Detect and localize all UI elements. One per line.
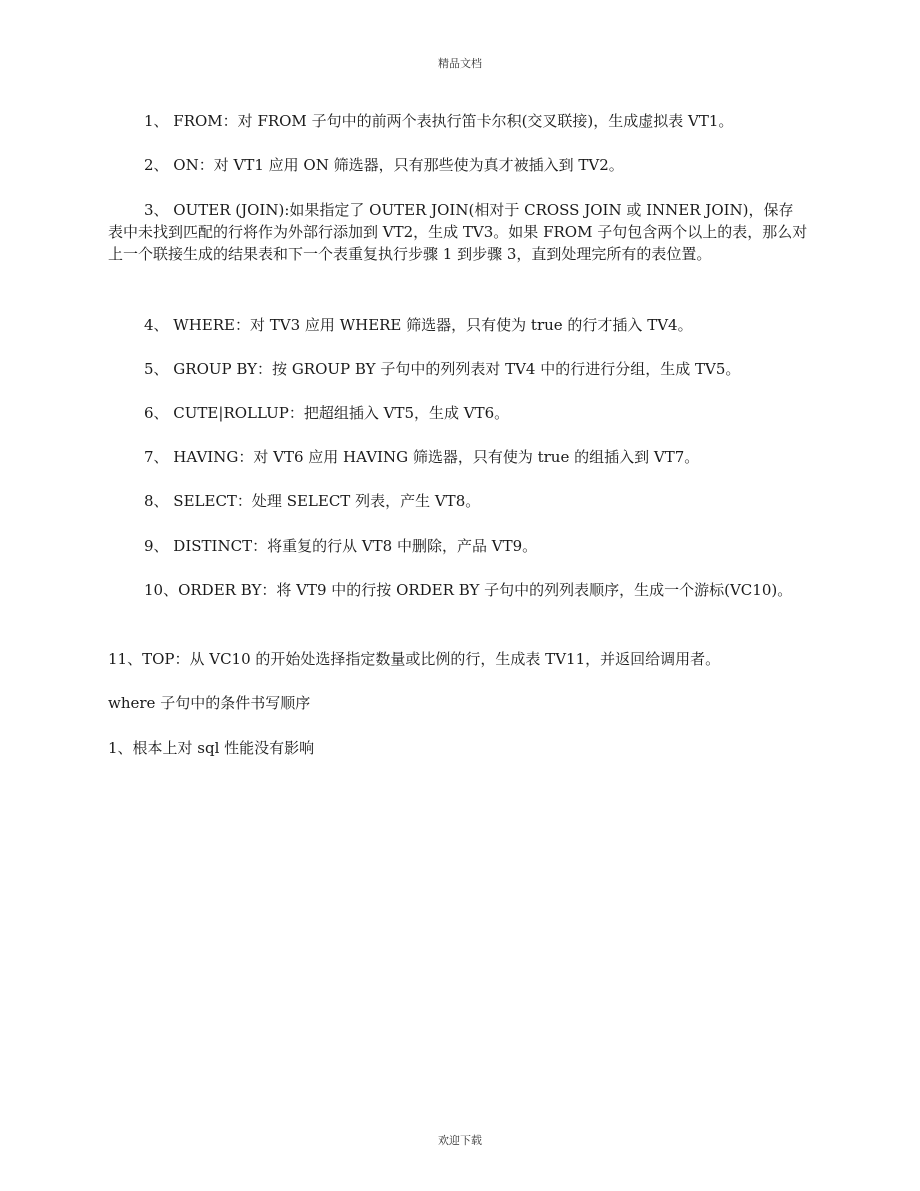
step-11: 11、TOP：从 VC10 的开始处选择指定数量或比例的行，生成表 TV11，并返回给调用者。 xyxy=(108,650,721,668)
section-heading: where 子句中的条件书写顺序 xyxy=(108,694,311,712)
step-10: 10、ORDER BY：将 VT9 中的行按 ORDER BY 子句中的列列表顺序，生成一个游标(VC10)。 xyxy=(144,581,793,599)
step-2: 2、 ON：对 VT1 应用 ON 筛选器，只有那些使为真才被插入到 TV2。 xyxy=(144,156,624,174)
step-1: 1、 FROM：对 FROM 子句中的前两个表执行笛卡尔积(交叉联接)，生成虚拟表 VT1。 xyxy=(144,112,734,130)
step-9: 9、 DISTINCT：将重复的行从 VT8 中删除，产品 VT9。 xyxy=(144,537,538,555)
step-5: 5、 GROUP BY：按 GROUP BY 子句中的列列表对 TV4 中的行进行分组，生成 TV5。 xyxy=(144,360,741,378)
section-item-1: 1、根本上对 sql 性能没有影响 xyxy=(108,739,315,757)
page-footer: 欢迎下载 xyxy=(438,1134,482,1147)
step-6: 6、 CUTE|ROLLUP：把超组插入 VT5，生成 VT6。 xyxy=(144,404,510,422)
step-3: 3、 OUTER (JOIN):如果指定了 OUTER JOIN(相对于 CROSS JOIN 或 INNER JOIN)，保存表中未找到匹配的行将作为外部行添加到 VT2，生成 TV3。如果 FROM 子句包含两个以上的表，那么对上一个联接生成的结果表和下一个表重复执行步骤 1 到步骤 3，直到处理完所有的表位置。 xyxy=(108,201,808,263)
step-8: 8、 SELECT：处理 SELECT 列表，产生 VT8。 xyxy=(144,492,481,510)
step-7: 7、 HAVING：对 VT6 应用 HAVING 筛选器，只有使为 true 的组插入到 VT7。 xyxy=(144,448,700,466)
step-4: 4、 WHERE：对 TV3 应用 WHERE 筛选器，只有使为 true 的行才插入 TV4。 xyxy=(144,316,693,334)
page-header: 精品文档 xyxy=(438,57,482,70)
